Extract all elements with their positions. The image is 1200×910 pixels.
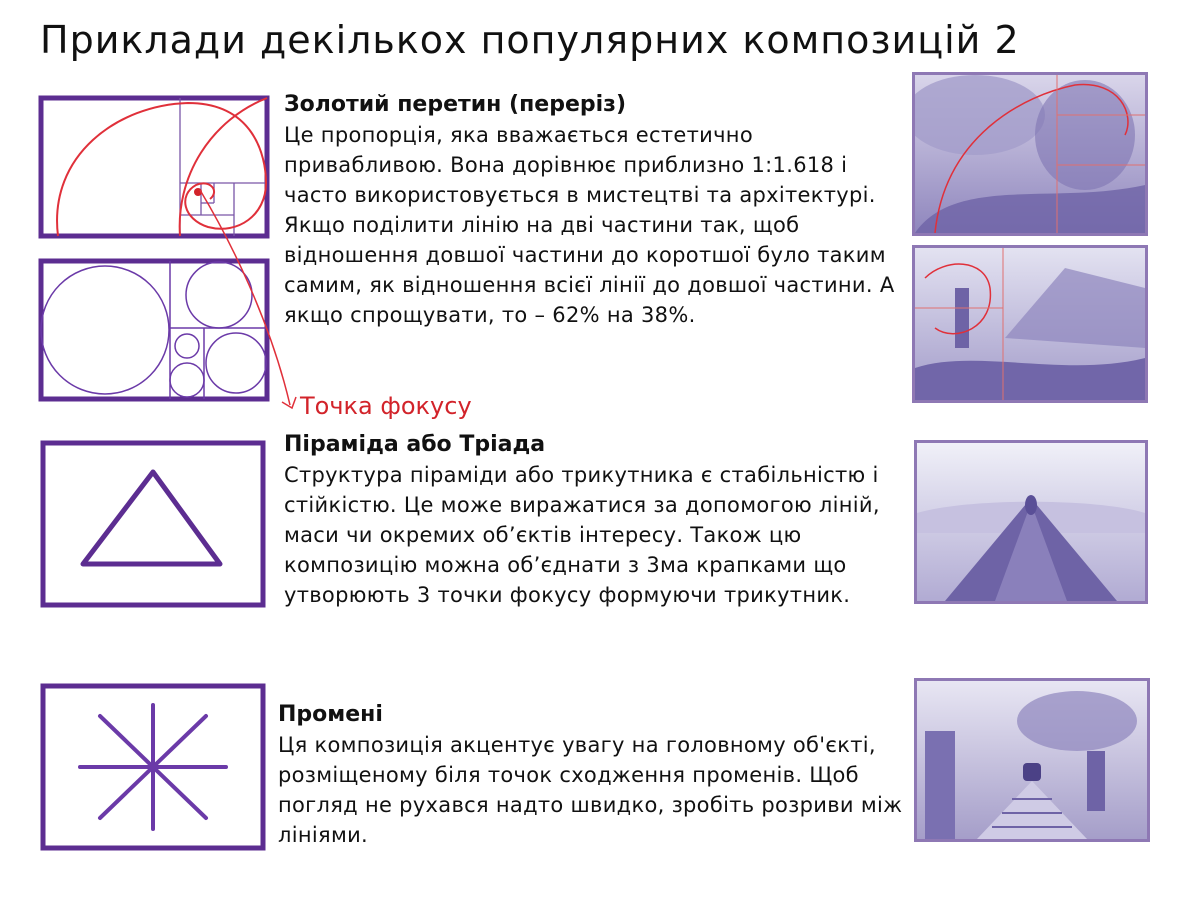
section-rays bbox=[278, 700, 903, 850]
section-heading: Піраміда або Тріада bbox=[284, 432, 546, 457]
section-body: Це пропорція, яка вважається естетично привабливою. Вона дорівнює приблизно 1:1.618 і часто використовується в мистецтві та архітектурі. Якщо поділити лінію на дві частини так, щоб відношення довшої частини до коротшої було таким самим, як відношення всієї лінії до довшої частини. А якщо спрощувати, то – 62% на 38%. bbox=[284, 123, 895, 327]
triangle-icon bbox=[40, 440, 266, 608]
section-body: Ця композиція акцентує увагу на головному об'єкті, розміщеному біля точок сходження променів. Щоб погляд не рухався надто швидко, зробіть розриви між лініями. bbox=[278, 733, 903, 847]
section-body: Структура піраміди або трикутника є стабільністю і стійкістю. Це може виражатися за допомогою ліній, маси чи окремих об’єктів інтересу. Також цю композицію можна об’єднати з 3ма крапками що утворюють 3 точки фокусу формуючи трикутник. bbox=[284, 463, 880, 607]
rays-example-image bbox=[914, 678, 1150, 842]
section-heading: Промені bbox=[278, 702, 383, 727]
pyramid-example-image bbox=[914, 440, 1148, 604]
golden-ratio-example-image-1 bbox=[912, 72, 1148, 236]
section-pyramid bbox=[284, 430, 894, 610]
golden-ratio-example-image-2 bbox=[912, 245, 1148, 403]
page-title: Приклади декількох популярних композицій 2 bbox=[40, 18, 1020, 62]
section-heading: Золотий перетин (переріз) bbox=[284, 92, 626, 117]
section-golden-ratio bbox=[284, 90, 904, 330]
rays-icon bbox=[40, 683, 266, 851]
focus-point-label: Точка фокусу bbox=[300, 392, 472, 420]
